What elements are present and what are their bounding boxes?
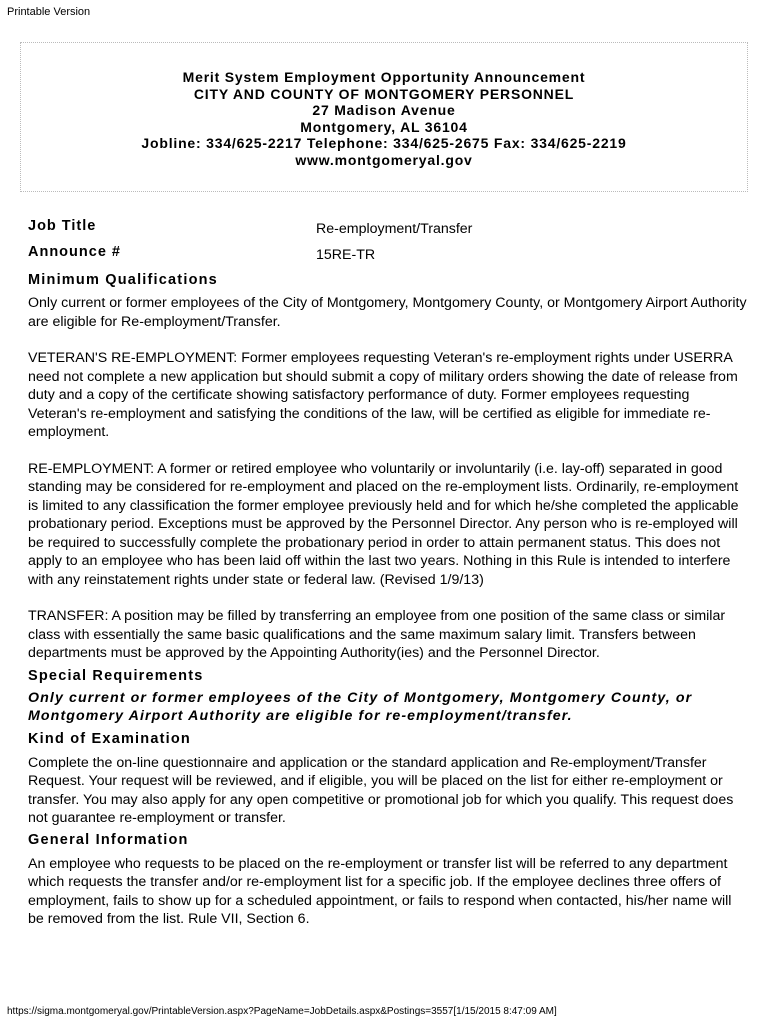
header-city-state: Montgomery, AL 36104 <box>300 118 468 135</box>
general-information-text: An employee who requests to be placed on the re-employment or transfer list will be referred to any department which requests the transfer and/or re-employment list for a specific job. If the employee declines three offers of employment, fails to show up for a scheduled appointment, or fails to respond when contacted, his/her name will be removed from the list. Rule VII, Section 6. <box>28 855 732 927</box>
job-title-row <box>28 218 748 244</box>
job-details <box>28 218 748 929</box>
general-information-heading: General Information <box>28 831 189 848</box>
announce-number-value: 15RE-TR <box>316 246 376 263</box>
reemployment-text: RE-EMPLOYMENT: A former or retired employee who voluntarily or involuntarily (i.e. lay-off) separated in good standing may be considered for re-employment and placed on the re-employment lists. Ordinarily, re-employment is limited to any classification the former employee previously held and for which he/she completed the applicable probationary period. Exceptions must be approved by the Personnel Director. Any person who is re-employed will be required to successfully complete the probationary period in order to attain permanent status. This does not apply to an employee who has been laid off within the last two years. Nothing in this Rule is intended to interfere with any reinstatement rights under state or federal law. (Revised 1/9/13) <box>28 460 739 588</box>
kind-of-examination-text: Complete the on-line questionnaire and application or the standard application and Re-employment/Transfer Request. Your request will be reviewed, and if eligible, you will be placed on the list for either re-employment or transfer. You may also apply for any open competitive or promotional job for which you qualify. This request does not guarantee re-employment or transfer. <box>28 754 734 826</box>
header-organization: CITY AND COUNTY OF MONTGOMERY PERSONNEL <box>193 85 575 102</box>
announce-number-label: Announce # <box>28 243 121 260</box>
job-title-label: Job Title <box>28 218 97 234</box>
printable-version-label: Printable Version <box>7 6 91 18</box>
transfer-text: TRANSFER: A position may be filled by transferring an employee from one position of the same class or similar class with essentially the same basic qualifications and the same maximum salary limit. Transfers between departments must be approved by the Appointing Authority(ies) and the Personnel Director. <box>28 608 726 661</box>
header-street-address: 27 Madison Avenue <box>312 102 456 119</box>
veterans-reemployment-text: VETERAN'S RE-EMPLOYMENT: Former employees requesting Veteran's re-employment rights under USERRA need not complete a new application but should submit a copy of military orders showing the date of release from duty and a copy of the certificate showing satisfactory performance of duty. Former employees requesting Veteran's re-employment and satisfying the conditions of the law, will be certified as eligible for immediate re-employment. <box>28 350 738 440</box>
announcement-header <box>20 42 748 192</box>
header-title: Merit System Employment Opportunity Announcement <box>182 69 586 85</box>
job-title-value: Re-employment/Transfer <box>316 221 473 237</box>
header-text-block <box>21 69 747 169</box>
header-website: www.montgomeryal.gov <box>295 151 473 168</box>
announce-number-row <box>28 244 748 270</box>
minimum-qualifications-eligibility: Only current or former employees of the City of Montgomery, Montgomery County, or Montgomery Airport Authority are eligible for Re-employment/Transfer. <box>28 295 747 330</box>
kind-of-examination-heading: Kind of Examination <box>28 730 191 747</box>
footer-page-url: https://sigma.montgomeryal.gov/PrintableVersion.aspx?PageName=JobDetails.aspx&Postings=3557[1/15/2015 8:47:09 AM] <box>7 1006 557 1017</box>
header-phone-numbers: Jobline: 334/625-2217 Telephone: 334/625-2675 Fax: 334/625-2219 <box>141 135 627 152</box>
special-requirements-heading: Special Requirements <box>28 667 204 684</box>
special-requirements-text: Only current or former employees of the City of Montgomery, Montgomery County, or Montgomery Airport Authority are eligible for re-employment/transfer. <box>28 689 693 724</box>
minimum-qualifications-heading: Minimum Qualifications <box>28 272 218 288</box>
